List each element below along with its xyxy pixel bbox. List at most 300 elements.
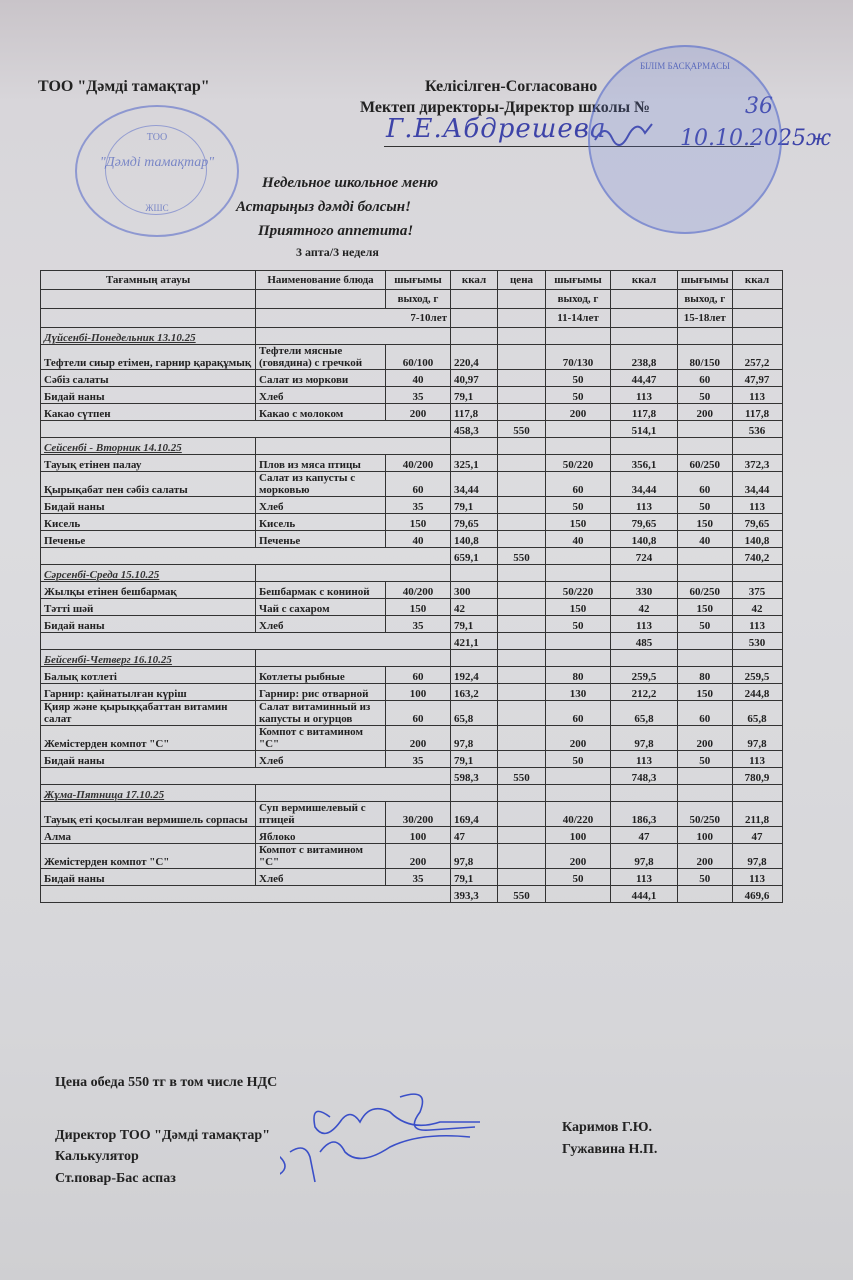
empty-cell	[611, 650, 678, 667]
total-kcal-15-18: 469,6	[732, 886, 782, 903]
kcal-7-10: 47	[451, 827, 498, 844]
total-price: 550	[498, 886, 546, 903]
yield-11-14: 60	[546, 472, 611, 497]
menu-item-row	[41, 497, 783, 514]
signature-date: 10.10.2025ж	[680, 126, 831, 151]
col-kcal-3: ккал	[732, 271, 782, 290]
menu-item-row	[41, 667, 783, 684]
menu-item-row	[41, 345, 783, 370]
empty-cell	[611, 785, 678, 802]
yield-11-14: 50/220	[546, 455, 611, 472]
empty-cell	[678, 421, 733, 438]
kcal-7-10: 65,8	[451, 701, 498, 726]
total-kcal-7-10: 393,3	[451, 886, 498, 903]
day-total-row	[41, 421, 783, 438]
yield-15-18: 200	[678, 404, 733, 421]
price-cell	[498, 616, 546, 633]
yield-15-18: 200	[678, 726, 733, 751]
dish-name-kz: Бидай наны	[41, 869, 256, 886]
dish-name-kz: Қырықабат пен сәбіз салаты	[41, 472, 256, 497]
day-total-row	[41, 768, 783, 785]
total-kcal-7-10: 659,1	[451, 548, 498, 565]
yield-7-10: 35	[386, 869, 451, 886]
yield-15-18: 80	[678, 667, 733, 684]
empty-cell	[732, 328, 782, 345]
day-header-row	[41, 650, 783, 667]
price-cell	[498, 827, 546, 844]
kcal-7-10: 79,1	[451, 751, 498, 768]
kcal-15-18: 42	[732, 599, 782, 616]
yield-7-10: 60/100	[386, 345, 451, 370]
kcal-11-14: 113	[611, 387, 678, 404]
dish-name-ru: Салат витаминный из капусты и огурцов	[256, 701, 386, 726]
total-kcal-7-10: 458,3	[451, 421, 498, 438]
dish-name-kz: Какао сүтпен	[41, 404, 256, 421]
kcal-11-14: 238,8	[611, 345, 678, 370]
yield-15-18: 200	[678, 844, 733, 869]
empty-cell	[546, 768, 611, 785]
yield-15-18: 60	[678, 701, 733, 726]
kcal-7-10: 163,2	[451, 684, 498, 701]
empty-cell	[41, 309, 256, 328]
yield-7-10: 30/200	[386, 802, 451, 827]
yield-15-18: 50	[678, 387, 733, 404]
empty-cell	[678, 328, 733, 345]
price-cell	[498, 472, 546, 497]
empty-cell	[41, 548, 451, 565]
kcal-15-18: 113	[732, 869, 782, 886]
col-ru-name: Наименование блюда	[256, 271, 386, 290]
price-cell	[498, 387, 546, 404]
dish-name-ru: Гарнир: рис отварной	[256, 684, 386, 701]
empty-cell	[451, 650, 498, 667]
dish-name-kz: Балық котлеті	[41, 667, 256, 684]
col-kz-name: Тағамның атауы	[41, 271, 256, 290]
price-cell	[498, 869, 546, 886]
yield-15-18: 50	[678, 497, 733, 514]
signer-name-1: Каримов Г.Ю.	[562, 1120, 652, 1135]
empty-cell	[611, 309, 678, 328]
dish-name-ru: Плов из мяса птицы	[256, 455, 386, 472]
kcal-15-18: 65,8	[732, 701, 782, 726]
empty-cell	[41, 886, 451, 903]
empty-cell	[611, 438, 678, 455]
total-price: 550	[498, 768, 546, 785]
menu-item-row	[41, 844, 783, 869]
yield-11-14: 200	[546, 404, 611, 421]
chef-role: Ст.повар-Бас аспаз	[55, 1171, 176, 1186]
price-cell	[498, 844, 546, 869]
yield-11-14: 80	[546, 667, 611, 684]
empty-cell	[451, 785, 498, 802]
dish-name-kz: Тауық еті қосылған вермишель сорпасы	[41, 802, 256, 827]
total-kcal-11-14: 444,1	[611, 886, 678, 903]
price-cell	[498, 802, 546, 827]
empty-cell	[41, 290, 256, 309]
yield-11-14: 50/220	[546, 582, 611, 599]
yield-15-18: 100	[678, 827, 733, 844]
empty-cell	[611, 565, 678, 582]
empty-cell	[498, 290, 546, 309]
kcal-11-14: 34,44	[611, 472, 678, 497]
dish-name-ru: Хлеб	[256, 497, 386, 514]
header-row-units	[41, 290, 783, 309]
price-cell	[498, 701, 546, 726]
empty-cell	[498, 565, 546, 582]
yield-15-18: 80/150	[678, 345, 733, 370]
menu-item-row	[41, 370, 783, 387]
empty-cell	[451, 328, 498, 345]
kcal-15-18: 113	[732, 751, 782, 768]
kcal-11-14: 186,3	[611, 802, 678, 827]
wish-kz: Астарыңыз дәмді болсын!	[236, 199, 411, 215]
kcal-7-10: 40,97	[451, 370, 498, 387]
dish-name-kz: Бидай наны	[41, 751, 256, 768]
empty-cell	[678, 768, 733, 785]
kcal-7-10: 42	[451, 599, 498, 616]
yield-7-10: 100	[386, 827, 451, 844]
dish-name-ru: Хлеб	[256, 751, 386, 768]
price-cell	[498, 370, 546, 387]
empty-cell	[732, 438, 782, 455]
dish-name-ru: Суп вермишелевый с птицей	[256, 802, 386, 827]
yield-7-10: 60	[386, 701, 451, 726]
empty-cell	[41, 633, 451, 650]
kcal-15-18: 97,8	[732, 844, 782, 869]
day-title: Сәрсенбі-Среда 15.10.25	[41, 565, 256, 582]
dish-name-ru: Кисель	[256, 514, 386, 531]
kcal-15-18: 79,65	[732, 514, 782, 531]
empty-cell	[41, 768, 451, 785]
director-label: Мектеп директоры-Директор школы №	[360, 99, 651, 116]
empty-cell	[498, 438, 546, 455]
dish-name-ru: Чай с сахаром	[256, 599, 386, 616]
day-total-row	[41, 886, 783, 903]
dish-name-ru: Хлеб	[256, 616, 386, 633]
price-cell	[498, 345, 546, 370]
stamp-text: БІЛІМ БАСҚАРМАСЫ	[639, 61, 731, 71]
dish-name-ru: Яблоко	[256, 827, 386, 844]
signer-name-2: Гужавина Н.П.	[562, 1142, 658, 1157]
kcal-7-10: 79,1	[451, 497, 498, 514]
total-kcal-7-10: 421,1	[451, 633, 498, 650]
yield-7-10: 40	[386, 370, 451, 387]
total-kcal-15-18: 780,9	[732, 768, 782, 785]
total-kcal-11-14: 748,3	[611, 768, 678, 785]
yield-11-14: 50	[546, 616, 611, 633]
empty-cell	[678, 886, 733, 903]
kcal-15-18: 113	[732, 387, 782, 404]
dish-name-kz: Бидай наны	[41, 387, 256, 404]
dish-name-ru: Компот с витамином "С"	[256, 726, 386, 751]
yield-11-14: 150	[546, 514, 611, 531]
yield-7-10: 60	[386, 472, 451, 497]
kcal-11-14: 79,65	[611, 514, 678, 531]
kcal-15-18: 259,5	[732, 667, 782, 684]
yield-15-18: 40	[678, 531, 733, 548]
menu-item-row	[41, 802, 783, 827]
kcal-11-14: 356,1	[611, 455, 678, 472]
director-role: Директор ТОО "Дәмді тамақтар"	[55, 1128, 270, 1143]
yield-11-14: 200	[546, 844, 611, 869]
kcal-7-10: 79,1	[451, 616, 498, 633]
dish-name-kz: Кисель	[41, 514, 256, 531]
kcal-15-18: 113	[732, 497, 782, 514]
menu-title: Недельное школьное меню	[262, 175, 439, 191]
footer-signatures-icon	[280, 1092, 490, 1192]
yield-11-14: 130	[546, 684, 611, 701]
kcal-15-18: 113	[732, 616, 782, 633]
price-cell	[498, 514, 546, 531]
empty-cell	[732, 565, 782, 582]
kcal-7-10: 169,4	[451, 802, 498, 827]
empty-cell	[41, 421, 451, 438]
day-total-row	[41, 633, 783, 650]
menu-item-row	[41, 472, 783, 497]
yield-11-14: 60	[546, 701, 611, 726]
kcal-11-14: 44,47	[611, 370, 678, 387]
kcal-7-10: 140,8	[451, 531, 498, 548]
empty-cell	[678, 650, 733, 667]
empty-cell	[678, 565, 733, 582]
price-cell	[498, 726, 546, 751]
header-row	[41, 271, 783, 290]
kcal-11-14: 113	[611, 616, 678, 633]
empty-cell	[546, 650, 611, 667]
kcal-15-18: 47,97	[732, 370, 782, 387]
dish-name-ru: Компот с витамином "С"	[256, 844, 386, 869]
yield-15-18: 60	[678, 472, 733, 497]
calculator-role: Калькулятор	[55, 1149, 139, 1164]
dish-name-kz: Жемістерден компот "С"	[41, 726, 256, 751]
yield-15-18: 50/250	[678, 802, 733, 827]
price-cell	[498, 599, 546, 616]
total-kcal-11-14: 485	[611, 633, 678, 650]
col-kcal-2: ккал	[611, 271, 678, 290]
menu-item-row	[41, 684, 783, 701]
total-kcal-11-14: 724	[611, 548, 678, 565]
kcal-11-14: 47	[611, 827, 678, 844]
dish-name-kz: Жемістерден компот "С"	[41, 844, 256, 869]
day-header-row	[41, 565, 783, 582]
kcal-7-10: 300	[451, 582, 498, 599]
price-cell	[498, 582, 546, 599]
yield-7-10: 35	[386, 616, 451, 633]
menu-item-row	[41, 514, 783, 531]
dish-name-ru: Печенье	[256, 531, 386, 548]
price-cell	[498, 455, 546, 472]
empty-cell	[256, 328, 451, 345]
yield-7-10: 150	[386, 599, 451, 616]
kcal-15-18: 257,2	[732, 345, 782, 370]
dish-name-ru: Салат из капусты с морковью	[256, 472, 386, 497]
kcal-7-10: 79,1	[451, 387, 498, 404]
dish-name-ru: Тефтели мясные (говядина) с гречкой	[256, 345, 386, 370]
empty-cell	[451, 309, 498, 328]
yield-15-18: 50	[678, 751, 733, 768]
age-group-3: 15-18лет	[678, 309, 733, 328]
yield-11-14: 200	[546, 726, 611, 751]
empty-cell	[546, 328, 611, 345]
dish-name-kz: Тефтели сиыр етімен, гарнир қарақұмық	[41, 345, 256, 370]
kcal-7-10: 117,8	[451, 404, 498, 421]
yield-15-18: 50	[678, 616, 733, 633]
empty-cell	[732, 290, 782, 309]
agreed-label: Келісілген-Согласовано	[425, 78, 598, 95]
yield-7-10: 35	[386, 497, 451, 514]
total-kcal-7-10: 598,3	[451, 768, 498, 785]
col-yield-2: шығымы	[546, 271, 611, 290]
yield-11-14: 70/130	[546, 345, 611, 370]
yield-7-10: 200	[386, 844, 451, 869]
day-title: Дүйсенбі-Понедельник 13.10.25	[41, 328, 256, 345]
price-cell	[498, 751, 546, 768]
age-group-1: 7-10лет	[256, 309, 451, 328]
kcal-11-14: 65,8	[611, 701, 678, 726]
day-header-row	[41, 785, 783, 802]
total-price: 550	[498, 548, 546, 565]
dish-name-ru: Бешбармак с кониной	[256, 582, 386, 599]
menu-item-row	[41, 599, 783, 616]
empty-cell	[498, 328, 546, 345]
empty-cell	[498, 309, 546, 328]
yield-11-14: 50	[546, 387, 611, 404]
yield-15-18: 150	[678, 684, 733, 701]
kcal-7-10: 34,44	[451, 472, 498, 497]
stamp-middle-text: "Дәмді тамақтар"	[99, 155, 215, 170]
unit-yield-3: выход, г	[678, 290, 733, 309]
empty-cell	[732, 785, 782, 802]
director-signature-name: Г.Е.Абдрешева	[386, 114, 607, 144]
unit-yield-2: выход, г	[546, 290, 611, 309]
unit-yield-1: выход, г	[386, 290, 451, 309]
yield-11-14: 40/220	[546, 802, 611, 827]
kcal-15-18: 211,8	[732, 802, 782, 827]
kcal-7-10: 220,4	[451, 345, 498, 370]
yield-7-10: 200	[386, 726, 451, 751]
dish-name-kz: Сәбіз салаты	[41, 370, 256, 387]
yield-11-14: 40	[546, 531, 611, 548]
kcal-11-14: 113	[611, 751, 678, 768]
kcal-15-18: 372,3	[732, 455, 782, 472]
yield-7-10: 35	[386, 751, 451, 768]
col-yield-3: шығымы	[678, 271, 733, 290]
dish-name-kz: Тауық етінен палау	[41, 455, 256, 472]
empty-cell	[256, 290, 386, 309]
empty-cell	[546, 633, 611, 650]
menu-item-row	[41, 387, 783, 404]
yield-15-18: 60/250	[678, 582, 733, 599]
kcal-7-10: 79,1	[451, 869, 498, 886]
day-total-row	[41, 548, 783, 565]
day-title: Бейсенбі-Четверг 16.10.25	[41, 650, 256, 667]
empty-cell	[678, 548, 733, 565]
yield-7-10: 150	[386, 514, 451, 531]
week-label: 3 апта/3 неделя	[296, 245, 379, 259]
yield-15-18: 60/250	[678, 455, 733, 472]
yield-11-14: 50	[546, 869, 611, 886]
empty-cell	[451, 438, 498, 455]
kcal-11-14: 212,2	[611, 684, 678, 701]
day-title: Сейсенбі - Вторник 14.10.25	[41, 438, 256, 455]
menu-item-row	[41, 726, 783, 751]
price-cell	[498, 404, 546, 421]
kcal-7-10: 79,65	[451, 514, 498, 531]
total-kcal-15-18: 740,2	[732, 548, 782, 565]
dish-name-kz: Бидай наны	[41, 616, 256, 633]
empty-cell	[732, 309, 782, 328]
yield-11-14: 50	[546, 497, 611, 514]
empty-cell	[546, 548, 611, 565]
menu-table	[40, 270, 783, 903]
menu-item-row	[41, 582, 783, 599]
price-cell	[498, 684, 546, 701]
dish-name-ru: Котлеты рыбные	[256, 667, 386, 684]
day-header-row	[41, 438, 783, 455]
kcal-11-14: 259,5	[611, 667, 678, 684]
empty-cell	[678, 633, 733, 650]
empty-cell	[256, 565, 451, 582]
dish-name-kz: Гарнир: қайнатылған күріш	[41, 684, 256, 701]
kcal-11-14: 113	[611, 869, 678, 886]
col-price: цена	[498, 271, 546, 290]
header-row-ages	[41, 309, 783, 328]
empty-cell	[678, 785, 733, 802]
school-number: 36	[745, 94, 773, 119]
yield-15-18: 60	[678, 370, 733, 387]
kcal-15-18: 34,44	[732, 472, 782, 497]
empty-cell	[678, 438, 733, 455]
col-yield-1: шығымы	[386, 271, 451, 290]
dish-name-ru: Хлеб	[256, 869, 386, 886]
empty-cell	[451, 290, 498, 309]
kcal-15-18: 117,8	[732, 404, 782, 421]
price-cell	[498, 667, 546, 684]
stamp-top-text: ТОО	[146, 132, 168, 143]
kcal-11-14: 97,8	[611, 844, 678, 869]
dish-name-ru: Салат из моркови	[256, 370, 386, 387]
yield-11-14: 100	[546, 827, 611, 844]
total-price	[498, 633, 546, 650]
price-note: Цена обеда 550 тг в том числе НДС	[55, 1075, 278, 1090]
menu-item-row	[41, 751, 783, 768]
empty-cell	[498, 650, 546, 667]
yield-11-14: 50	[546, 370, 611, 387]
total-price: 550	[498, 421, 546, 438]
empty-cell	[546, 886, 611, 903]
day-title: Жұма-Пятница 17.10.25	[41, 785, 256, 802]
empty-cell	[498, 785, 546, 802]
dish-name-kz: Бидай наны	[41, 497, 256, 514]
empty-cell	[611, 328, 678, 345]
yield-7-10: 40/200	[386, 455, 451, 472]
dish-name-kz: Печенье	[41, 531, 256, 548]
dish-name-kz: Қияр және қырыққабаттан витамин салат	[41, 701, 256, 726]
empty-cell	[546, 785, 611, 802]
yield-7-10: 100	[386, 684, 451, 701]
empty-cell	[256, 650, 451, 667]
kcal-15-18: 97,8	[732, 726, 782, 751]
day-header-row	[41, 328, 783, 345]
empty-cell	[451, 565, 498, 582]
kcal-11-14: 330	[611, 582, 678, 599]
kcal-15-18: 47	[732, 827, 782, 844]
empty-cell	[611, 290, 678, 309]
empty-cell	[256, 785, 451, 802]
yield-7-10: 40	[386, 531, 451, 548]
empty-cell	[546, 565, 611, 582]
menu-item-row	[41, 701, 783, 726]
